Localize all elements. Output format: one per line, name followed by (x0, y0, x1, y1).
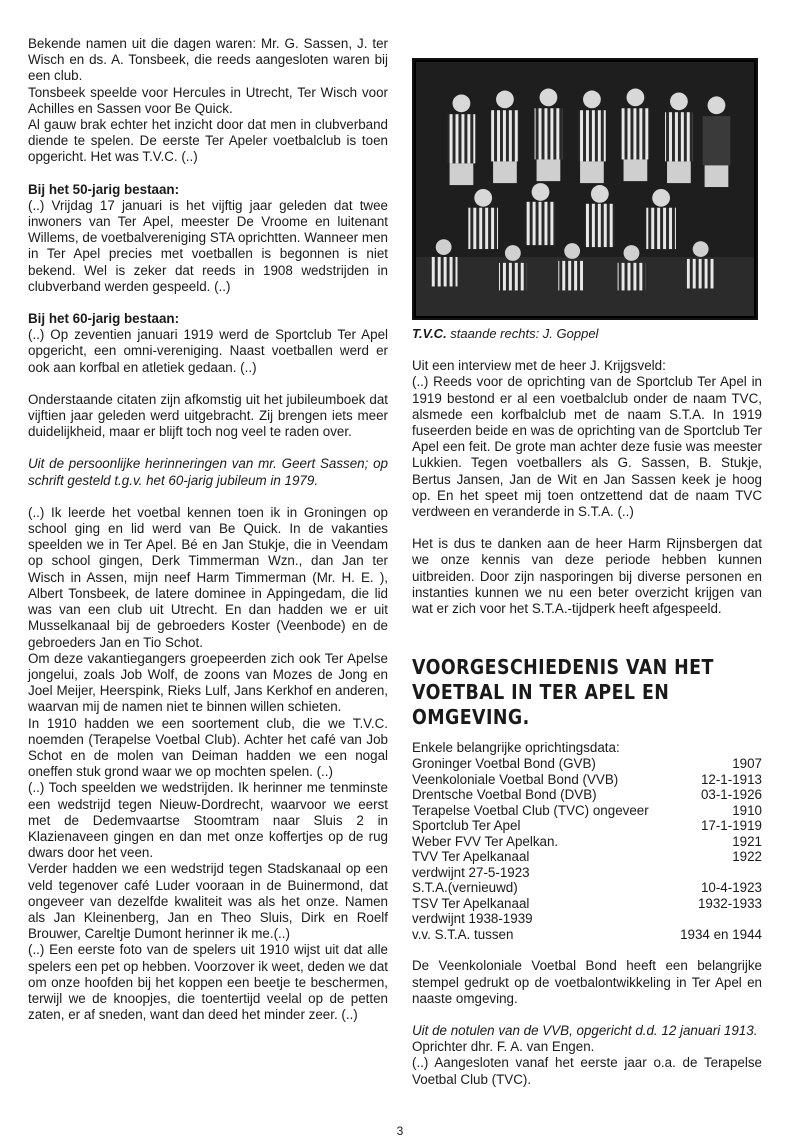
section-title-line-3: OMGEVING. (412, 705, 530, 730)
founding-date-value: 10-4-1923 (700, 880, 762, 896)
paragraph-citaten: Onderstaande citaten zijn afkomstig uit het jubileumboek dat vijftien jaar geleden werd uitgebracht. Zij brengen iets meer duidelijkheid, maar er blijft toch nog veel te raden over. (28, 391, 388, 440)
founding-date-value: 1934 en 1944 (680, 926, 762, 942)
founding-date-row (412, 772, 762, 788)
founding-date-name: Weber FVV Ter Apelkan. (412, 833, 559, 849)
founding-date-name: v.v. S.T.A. tussen (412, 926, 514, 942)
intro-paragraph-3: Al gauw brak echter het inzicht door dat men in clubverband diende te spelen. De eerste Ter Apeler voetbalclub is toen opgericht. Het was T.V.C. (..) (28, 117, 388, 165)
founding-date-name: verdwijnt 1938-1939 (412, 911, 533, 927)
interview-quote: (..) Reeds voor de oprichting van de Sportclub Ter Apel in 1919 bestond er al een voetbalclub onder de naam TVC, alsmede een korfbalclub met de naam S.T.A. In 1919 fuseerden beide en was de oprichting van de Sportclub Ter Apel een feit. De grote man achter deze fusie was meester Lukkien. Tegen voetballers als G. Sassen, B. Stukje, Bertus Jansen, Jan de Wit en Jan Sassen keek je hoog op. En het speet mij toen ontzettend dat de naam TVC verdween en veranderde in S.T.A. (..) (412, 374, 762, 520)
team-photo (412, 58, 758, 320)
founding-date-name: Terapelse Voetbal Club (TVC) ongeveer (412, 802, 649, 818)
quote-paragraph-2: Om deze vakantiegangers groepeerden zich ook Ter Apelse jongelui, zoals Job Wolf, de zoons van Mozes de Jong en Joel Meijer, Heerspink, Rieks Lulf, Jans Kerkhof en anderen, waarvan mij de namen niet te binnen willen schieten. (28, 650, 388, 715)
founding-date-value: 1922 (732, 849, 762, 865)
vvb-paragraph: De Veenkoloniale Voetbal Bond heeft een belangrijke stempel gedrukt op de voetbalontwikkeling in Ter Apel en naaste omgeving. (412, 958, 762, 1006)
founding-date-value: 03-1-1926 (700, 787, 762, 803)
intro-paragraph-2: Tonsbeek speelde voor Hercules in Utrecht, Ter Wisch voor Achilles en Sassen voor Be Quick. (28, 84, 388, 116)
quote-paragraph-4: (..) Toch speelden we wedstrijden. Ik herinner me tenminste een wedstrijd tegen Nieuw-Dordrecht, waarvoor we eerst met de Dedemvaartse Stoomtram naar Sluis 2 in Klazienaveen gingen en dan met onze koffertjes op de rug dwars door het veen. (28, 780, 388, 861)
founding-date-value: 1932-1933 (697, 895, 762, 911)
quote-paragraph-3: In 1910 hadden we een soortement club, die we T.V.C. noemden (Terapelse Voetbal Club). Achter het café van Job Schot en de molen van Deiman hadden we een nogal oneffen stuk grond waar we op mochten spelen. (..) (28, 715, 388, 780)
italic-source-sassen: Uit de persoonlijke herinneringen van mr. Geert Sassen; op schrift gesteld t.g.v. het 60-jarig jubileum in 1979. (28, 456, 388, 488)
section-title-line-1: VOORGESCHIEDENIS VAN HET (412, 655, 714, 680)
founding-date-value (672, 865, 762, 881)
founding-date-value: 1910 (732, 802, 762, 818)
affiliated-line: (..) Aangesloten vanaf het eerste jaar o.a. de Terapelse Voetbal Club (TVC). (412, 1055, 762, 1087)
quote-paragraph-1: (..) Ik leerde het voetbal kennen toen ik in Groningen op school ging en lid werd van Be Quick. In de vakanties speelden we in Ter Apel. Bé en Jan Stukje, die in Veendam op school gingen, Derk Timmerman Wzn., dan Jan ter Wisch in Assen, mijn neef Harm Timmerman (Mr. H. E. ), Albert Tonsbeek, de latere dominee in Appingedam, die lid was van een club uit Utrecht. En dan hadden we er uit Musselkanaal bij de gebroeders Koster (Veenbode) en de gebroeders Jan en Tio Schot. (28, 504, 388, 650)
founding-dates-table (412, 756, 762, 942)
founding-date-name: Veenkoloniale Voetbal Bond (VVB) (412, 771, 619, 787)
quote-paragraph-6: (..) Een eerste foto van de spelers uit 1910 wijst uit dat alle spelers een pet op hebben. Voorzover ik weet, deden we dat om onze hoofden bij het koppen een beetje te beschermen, terwijl we de knoopjes, die toentertijd veelal op de petten zaten, er af sneden, want dan deed het minder zeer. (..) (28, 942, 388, 1023)
founding-date-name: Groninger Voetbal Bond (GVB) (412, 756, 596, 772)
founding-date-row (412, 834, 762, 850)
founding-date-row (412, 803, 762, 819)
founding-date-row (412, 865, 762, 881)
founding-date-row (412, 818, 762, 834)
founding-date-row (412, 756, 762, 772)
dates-intro: Enkele belangrijke oprichtingsdata: (412, 740, 620, 756)
founder-line: Oprichter dhr. F. A. van Engen. (412, 1039, 595, 1055)
founding-date-value: 12-1-1913 (700, 771, 762, 787)
intro-paragraph-1: Bekende namen uit die dagen waren: Mr. G. Sassen, J. ter Wisch en ds. A. Tonsbeek, die reeds aangesloten waren bij een club. (28, 36, 388, 84)
photo-caption-text: staande rechts: J. Goppel (446, 326, 599, 341)
heading-60-jarig: Bij het 60-jarig bestaan: (28, 311, 180, 327)
right-column (412, 36, 762, 1088)
team-photo-image (414, 60, 756, 318)
interview-intro: Uit een interview met de heer J. Krijgsveld: (412, 358, 666, 374)
paragraph-50-jarig: (..) Vrijdag 17 januari is het vijftig jaar geleden dat twee inwoners van Ter Apel, meester De Vroome en luitenant Willems, de voetbalvereniging STA oprichtten. Wanneer men in Ter Apel precies met voetballen is begonnen is niet bekend. Wel is zeker dat reeds in 1908 wedstrijden in clubverband werden gespeeld. (..) (28, 197, 388, 294)
founding-date-value: 1921 (732, 833, 762, 849)
vvb-notes-source: Uit de notulen van de VVB, opgericht d.d. 12 januari 1913. (412, 1023, 758, 1039)
founding-date-row (412, 911, 762, 927)
founding-date-row (412, 896, 762, 912)
rijnsbergen-paragraph: Het is dus te danken aan de heer Harm Rijnsbergen dat we onze kennis van deze periode hebben kunnen uitbreiden. Door zijn nasporingen bij diverse personen en instanties kunnen we nu een beter overzicht krijgen van wat er zich voor het S.T.A.-tijdperk heeft afgespeeld. (412, 536, 762, 617)
founding-date-value: 1907 (732, 756, 762, 772)
founding-date-name: Drentsche Voetbal Bond (DVB) (412, 787, 597, 803)
photo-caption (412, 326, 762, 342)
founding-date-name: TSV Ter Apelkanaal (412, 895, 530, 911)
left-column (28, 36, 388, 1023)
heading-50-jarig: Bij het 50-jarig bestaan: (28, 181, 180, 197)
photo-caption-bold: T.V.C. (412, 326, 447, 341)
paragraph-60-jarig: (..) Op zeventien januari 1919 werd de Sportclub Ter Apel opgericht, een omni-vereniging. Naast voetballen werd er ook aan korfbal en atletiek gedaan. (..) (28, 327, 388, 375)
founding-date-row (412, 849, 762, 865)
founding-date-row (412, 787, 762, 803)
founding-date-name: S.T.A.(vernieuwd) (412, 880, 518, 896)
founding-date-name: verdwijnt 27-5-1923 (412, 864, 530, 880)
quote-paragraph-5: Verder hadden we een wedstrijd tegen Stadskanaal op een veld tegenover café Luder vooraan in de Buinermond, dat ongeveer van dezelfde kwaliteit was als het onze. Namen als Jan Kleinenberg, Jan en Theo Sluis, Dirk en Roelf Brouwer, Careltje Dumont herinner ik me.(..) (28, 861, 388, 942)
founding-date-value: 17-1-1919 (700, 818, 762, 834)
founding-date-row (412, 880, 762, 896)
section-title-line-2: VOETBAL IN TER APEL EN (412, 680, 670, 705)
page-number: 3 (396, 1124, 404, 1138)
founding-date-name: Sportclub Ter Apel (412, 818, 521, 834)
founding-date-value (672, 911, 762, 927)
founding-date-row (412, 927, 762, 943)
section-title (412, 655, 762, 730)
founding-date-name: TVV Ter Apelkanaal (412, 849, 530, 865)
